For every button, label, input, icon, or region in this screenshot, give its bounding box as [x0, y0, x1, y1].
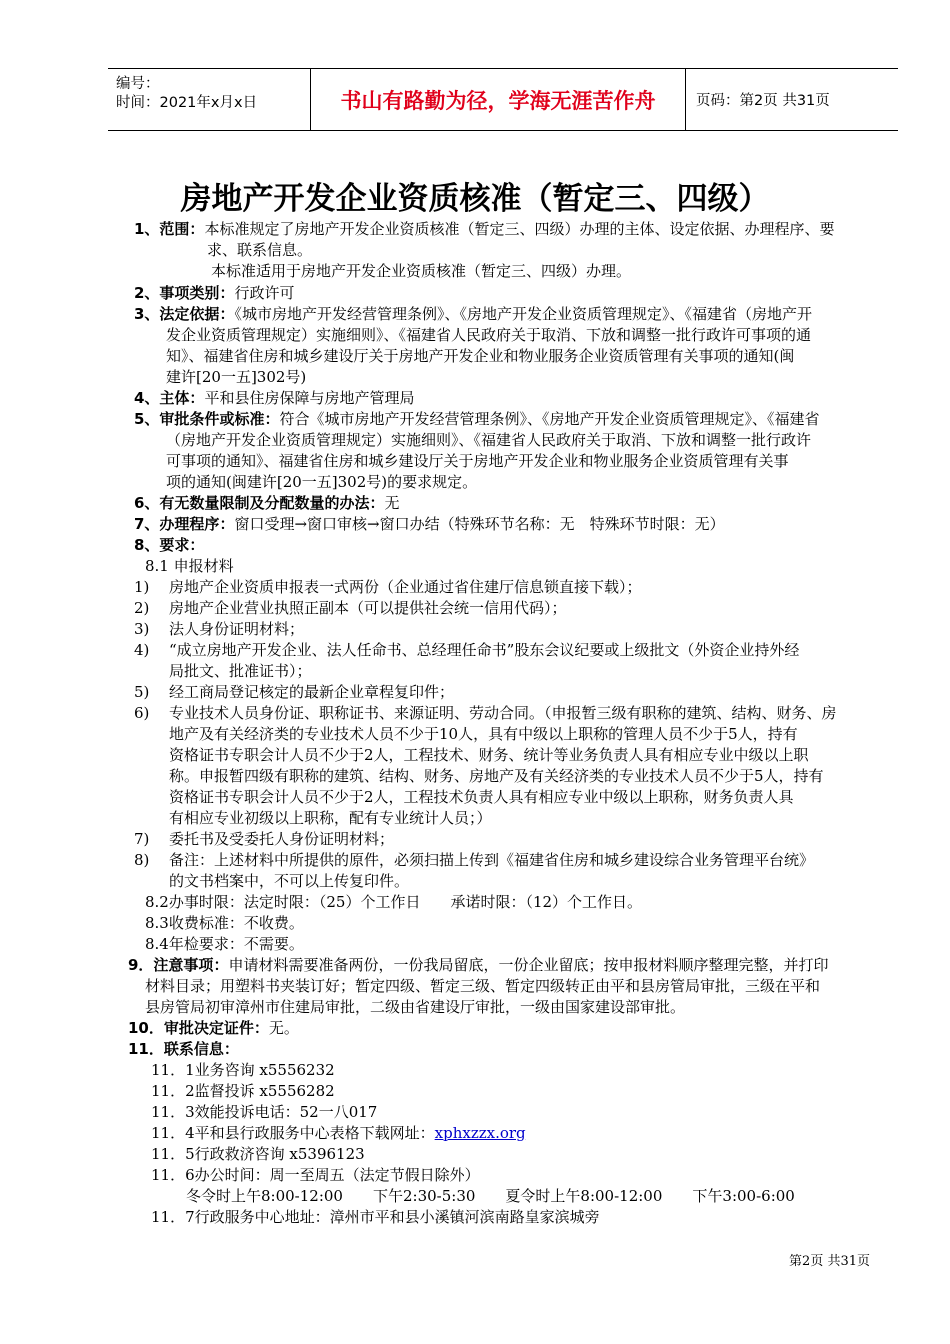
section-8-3: 8.3收费标准：不收费。 [145, 914, 304, 932]
section-9-line-2: 材料目录；用塑料书夹装订好；暂定四级、暂定三级、暂定四级转正由平和县房管局审批，三级在平和 [145, 977, 821, 995]
page-footer: 第2页 共31页 [789, 1254, 870, 1269]
list-item: 法人身份证明材料； [169, 620, 305, 638]
contact-office-hours-detail: 冬令时上午8:00-12:00 下午2:30-5:30 夏令时上午8:00-12:00 下午3:00-6:00 [186, 1187, 795, 1205]
list-item-continued: 地产及有关经济类的专业技术人员不少于10人，具有中级以上职称的管理人员不少于5人，持有 [169, 725, 798, 743]
section-1-line-1: 1、范围：本标准规定了房地产开发企业资质核准（暂定三、四级）办理的主体、设定依据、办理程序、要 [134, 220, 835, 238]
section-9-line-3: 县房管局初审漳州市住建局审批，二级由省建设厅审批，一级由国家建设部审批。 [145, 998, 686, 1016]
section-3-line-2: 发企业资质管理规定）实施细则》、《福建省人民政府关于取消、下放和调整一批行政许可事项的通 [166, 326, 812, 344]
section-8-heading: 8、要求： [134, 536, 205, 554]
section-3-line-3: 知》、福建省住房和城乡建设厅关于房地产开发企业和物业服务企业资质管理有关事项的通知(闽 [166, 347, 795, 365]
list-item: “成立房地产开发企业、法人任命书、总经理任命书”股东会议纪要或上级批文（外资企业持外经 [169, 641, 800, 659]
section-7: 7、办理程序：窗口受理→窗口审核→窗口办结（特殊环节名称：无 特殊环节时限：无） [134, 515, 725, 533]
section-11-heading: 11．联系信息： [128, 1040, 239, 1058]
list-item: 经工商局登记核定的最新企业章程复印件； [169, 683, 455, 701]
list-item-number: 2) [134, 599, 150, 617]
section-4: 4、主体：平和县住房保障与房地产管理局 [134, 389, 415, 407]
section-5-line-3: 可事项的通知》、福建省住房和城乡建设厅关于房地产开发企业和物业服务企业资质管理有关事 [166, 452, 789, 470]
contact-download-site: 11．4平和县行政服务中心表格下载网址：xphxzzx.org [151, 1124, 526, 1142]
section-8-4: 8.4年检要求：不需要。 [145, 935, 304, 953]
list-item-number: 7) [134, 830, 150, 848]
list-item: 专业技术人员身份证、职称证书、来源证明、劳动合同。（申报暂三级有职称的建筑、结构、财务、房 [169, 704, 837, 722]
section-6: 6、有无数量限制及分配数量的办法：无 [134, 494, 400, 512]
list-item-number: 4) [134, 641, 150, 659]
list-item-number: 5) [134, 683, 150, 701]
header-meta [108, 69, 308, 130]
list-item: 委托书及受委托人身份证明材料； [169, 830, 395, 848]
section-5-line-1: 5、审批条件或标准：符合《城市房地产开发经营管理条例》、《房地产开发企业资质管理规定》、《福建省 [134, 410, 820, 428]
contact-supervision-complaint: 11．2监督投诉 x5556282 [151, 1082, 335, 1100]
contact-efficiency-complaint: 11．3效能投诉电话：52一八017 [151, 1103, 378, 1121]
section-1-line-2: 求、联系信息。 [207, 241, 313, 259]
list-item-continued: 有相应专业初级以上职称，配有专业统计人员；） [169, 809, 492, 827]
motto: 书山有路勤为径，学海无涯苦作舟 [310, 69, 686, 130]
section-8-1: 8.1 申报材料 [145, 557, 234, 575]
list-item-continued: 资格证书专职会计人员不少于2人，工程技术、财务、统计等业务负责人具有相应专业中级以上职 [169, 746, 809, 764]
page-header [108, 68, 898, 131]
section-2: 2、事项类别：行政许可 [134, 284, 295, 302]
contact-business-inquiry: 11．1业务咨询 x5556232 [151, 1061, 335, 1079]
download-site-link[interactable]: xphxzzx.org [434, 1124, 526, 1142]
document-title: 房地产开发企业资质核准（暂定三、四级） [180, 181, 770, 217]
section-3-line-4: 建许[20一五]302号) [166, 368, 307, 386]
page-label: 页码：第2页 共31页 [696, 93, 830, 109]
contact-relief-inquiry: 11．5行政救济咨询 x5396123 [151, 1145, 365, 1163]
section-9-line-1: 9．注意事项：申请材料需要准备两份，一份我局留底，一份企业留底；按申报材料顺序整理完整，并打印 [128, 956, 829, 974]
section-1-line-3: 本标准适用于房地产开发企业资质核准（暂定三、四级）办理。 [211, 262, 632, 280]
list-item-number: 8) [134, 851, 150, 869]
date-label: 时间：2021年x月x日 [116, 95, 258, 111]
list-item: 房地产企业营业执照正副本（可以提供社会统一信用代码）； [169, 599, 567, 617]
list-item-continued: 的文书档案中，不可以上传复印件。 [169, 872, 410, 890]
list-item-number: 6) [134, 704, 150, 722]
contact-address: 11．7行政服务中心地址：漳州市平和县小溪镇河滨南路皇家滨城旁 [151, 1208, 600, 1226]
list-item: 备注：上述材料中所提供的原件，必须扫描上传到《福建省住房和城乡建设综合业务管理平台统》 [169, 851, 815, 869]
section-10: 10．审批决定证件：无。 [128, 1019, 299, 1037]
list-item-number: 1) [134, 578, 150, 596]
list-item: 房地产企业资质申报表一式两份（企业通过省住建厅信息锁直接下载）； [169, 578, 642, 596]
section-5-line-4: 项的通知(闽建许[20一五]302号)的要求规定。 [166, 473, 478, 491]
contact-office-hours: 11．6办公时间：周一至周五（法定节假日除外） [151, 1166, 480, 1184]
list-item-continued: 称。申报暂四级有职称的建筑、结构、财务、房地产及有关经济类的专业技术人员不少于5人，持有 [169, 767, 824, 785]
section-3-line-1: 3、法定依据：《城市房地产开发经营管理条例》、《房地产开发企业资质管理规定》、《福建省（房地产开 [134, 305, 812, 323]
code-label: 编号： [116, 76, 160, 92]
list-item-continued: 局批文、批准证书）； [169, 662, 312, 680]
list-item-continued: 资格证书专职会计人员不少于2人，工程技术负责人具有相应专业中级以上职称，财务负责人具 [169, 788, 794, 806]
section-8-2: 8.2办事时限：法定时限：（25）个工作日 承诺时限：（12）个工作日。 [145, 893, 643, 911]
section-5-line-2: （房地产开发企业资质管理规定）实施细则》、《福建省人民政府关于取消、下放和调整一批行政许 [166, 431, 812, 449]
list-item-number: 3) [134, 620, 150, 638]
